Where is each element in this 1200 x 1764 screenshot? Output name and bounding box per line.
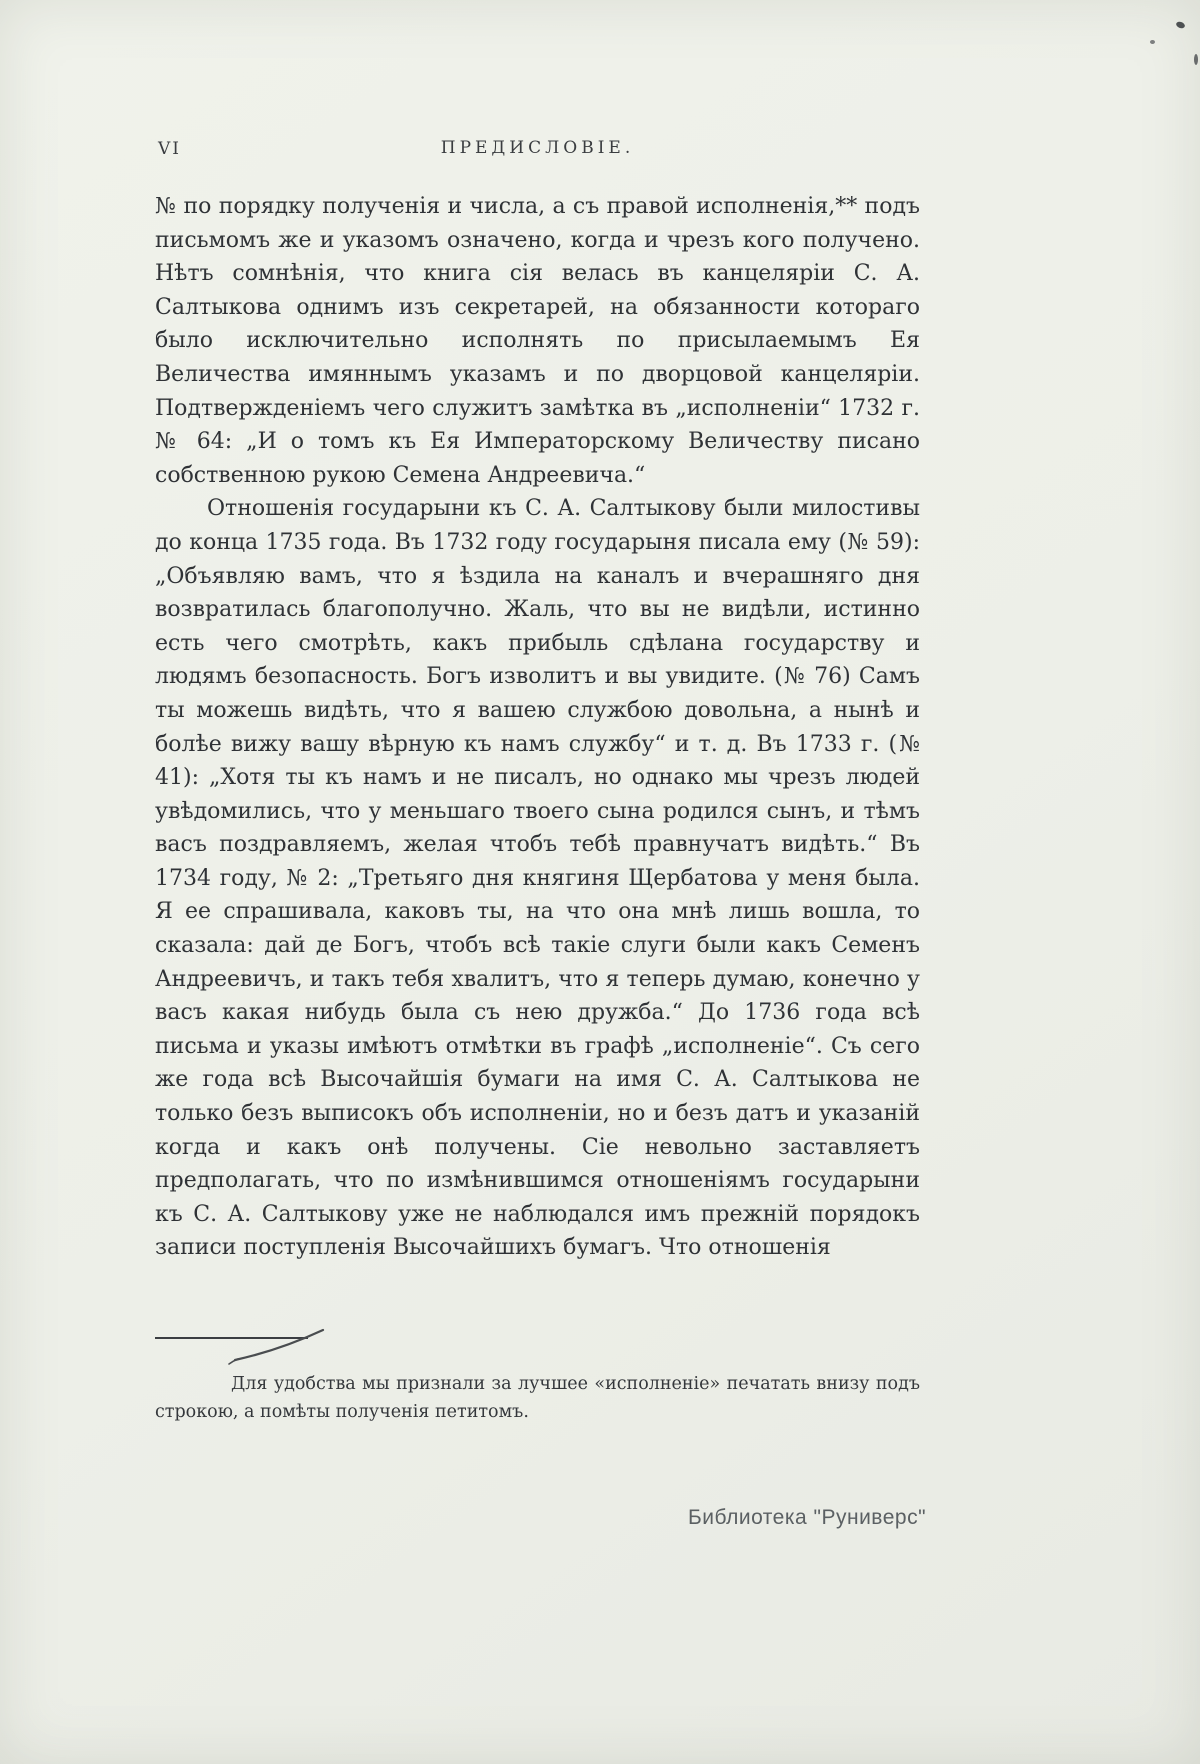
body-text [155, 190, 920, 1315]
library-watermark: Библиотека "Руниверс" [688, 1506, 927, 1529]
paragraph: Отношенія государыни къ С. А. Салтыкову были милостивы до конца 1735 года. Въ 1732 году государыня писала ему (№ 59): „Объявляю вамъ, что я ѣздила на каналъ и вчерашняго дня возвратилась благополучно. Жаль, что вы не видѣли, истинно есть чего смотрѣть, какъ прибыль сдѣлана государству и людямъ безопасность. Богъ изволитъ и вы увидите. (№ 76) Самъ ты можешь видѣть, что я вашею службою довольна, а нынѣ и болѣе вижу вашу вѣрную къ намъ службу“ и т. д. Въ 1733 г. (№ 41): „Хотя ты къ намъ и не писалъ, но однако мы чрезъ людей увѣдомились, что у меньшаго твоего сына родился сынъ, и тѣмъ васъ поздравляемъ, желая чтобъ тебѣ правнучатъ видѣть.“ Въ 1734 году, № 2: „Третьяго дня княгиня Щербатова у меня была. Я ее спрашивала, каковъ ты, на что она мнѣ лишь вошла, то сказала: дай де Богъ, чтобъ всѣ такіе слуги были какъ Семенъ Андреевичъ, и такъ тебя хвалитъ, что я теперь думаю, конечно у васъ какая нибудь была съ нею дружба.“ До 1736 года всѣ письма и указы имѣютъ отмѣтки въ графѣ „исполненіе“. Съ сего же года всѣ Высочайшія бумаги на имя С. А. Салтыкова не только безъ выписокъ объ исполненіи, но и безъ датъ и указаній когда и какъ онѣ получены. Сіе невольно заставляетъ предполагать, что по измѣнившимся отношеніямъ государыни къ С. А. Салтыкову уже не наблюдался имъ прежній порядокъ записи поступленія Высочайшихъ бумагъ. Что отношенія [155, 496, 920, 1261]
pen-mark-icon [205, 1312, 375, 1372]
page-number: VI [158, 139, 181, 159]
scan-speck [1175, 21, 1186, 30]
footnote-text: Для удобства мы признали за лучшее «исполненіе» печатать внизу подъ строкою, а помѣты полученія петитомъ. [155, 1374, 920, 1422]
paragraph-continuation: № по порядку полученія и числа, а съ правой исполненія,** подъ письмомъ же и указомъ означено, когда и чрезъ кого получено. Нѣтъ сомнѣнія, что книга сія велась въ канцеляріи С. А. Салтыкова однимъ изъ секретарей, на обязанности котораго было исключительно исполнять по присылаемымъ Ея Величества имяннымъ указамъ и по дворцовой канцеляріи. Подтвержденіемъ чего служитъ замѣтка въ „исполненіи“ 1732 г. № 64: „И о томъ къ Ея Императорскому Величеству писано собственною рукою Семена Андреевича.“ [155, 194, 920, 488]
page-header [155, 138, 920, 158]
running-title: ПРЕДИСЛОВІЕ. [440, 138, 635, 158]
scan-speck [1150, 40, 1155, 44]
scan-speck [1194, 54, 1198, 65]
footnote-rule [155, 1337, 308, 1339]
